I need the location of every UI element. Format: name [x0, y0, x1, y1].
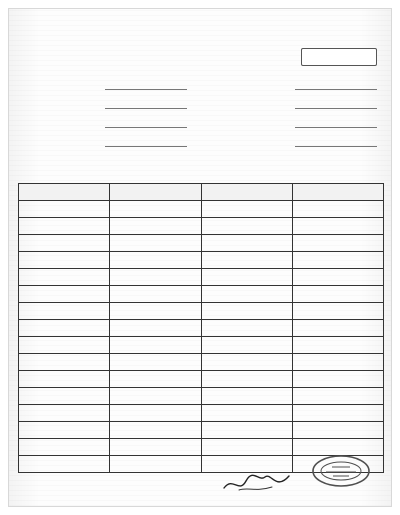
info-field: [209, 132, 381, 146]
table-cell: [201, 405, 292, 422]
table-cell: [292, 354, 383, 371]
table-cell: [19, 252, 110, 269]
table-row: [19, 303, 384, 320]
table-row: [19, 218, 384, 235]
table-cell: [110, 269, 201, 286]
info-field-line: [295, 89, 377, 90]
info-field-line: [105, 108, 187, 109]
table-cell: [201, 201, 292, 218]
table-header-cell: [19, 184, 110, 201]
info-field-line: [105, 127, 187, 128]
table-cell: [110, 354, 201, 371]
table-row: [19, 252, 384, 269]
table-cell: [292, 235, 383, 252]
table-cell: [201, 371, 292, 388]
table-row: [19, 354, 384, 371]
table-cell: [19, 218, 110, 235]
info-field: [19, 94, 194, 108]
table-cell: [110, 337, 201, 354]
table-cell: [201, 269, 292, 286]
table-cell: [292, 371, 383, 388]
signature-mark-icon: [221, 469, 293, 497]
table-cell: [201, 252, 292, 269]
table-cell: [292, 422, 383, 439]
stamp-icon: [309, 452, 373, 490]
table-cell: [292, 303, 383, 320]
table-cell: [19, 405, 110, 422]
info-field: [19, 113, 194, 127]
info-field: [19, 132, 194, 146]
document-title: [47, 25, 355, 43]
table-cell: [292, 320, 383, 337]
table-cell: [19, 269, 110, 286]
table-cell: [292, 337, 383, 354]
table-cell: [201, 337, 292, 354]
table-cell: [201, 235, 292, 252]
info-field: [209, 75, 381, 89]
table-cell: [19, 371, 110, 388]
lab-results-table-body: [19, 201, 384, 473]
table-cell: [292, 252, 383, 269]
table-cell: [201, 303, 292, 320]
info-field-line: [295, 146, 377, 147]
table-cell: [110, 405, 201, 422]
table-cell: [292, 269, 383, 286]
info-field: [209, 113, 381, 127]
table-row: [19, 269, 384, 286]
table-cell: [292, 286, 383, 303]
table-cell: [110, 388, 201, 405]
table-cell: [110, 320, 201, 337]
table-cell: [110, 252, 201, 269]
table-row: [19, 388, 384, 405]
table-cell: [292, 201, 383, 218]
table-cell: [201, 388, 292, 405]
table-cell: [19, 201, 110, 218]
table-cell: [292, 218, 383, 235]
table-row: [19, 371, 384, 388]
info-field: [19, 75, 194, 89]
table-row: [19, 337, 384, 354]
table-cell: [110, 201, 201, 218]
lab-results-table-head: [19, 184, 384, 201]
table-row: [19, 422, 384, 439]
table-cell: [292, 388, 383, 405]
info-field-line: [105, 146, 187, 147]
table-row: [19, 235, 384, 252]
table-cell: [19, 286, 110, 303]
patient-and-test-info: [19, 75, 383, 161]
table-cell: [19, 354, 110, 371]
info-field-line: [105, 89, 187, 90]
table-header-cell: [201, 184, 292, 201]
results-section-title: [19, 167, 169, 181]
table-row: [19, 201, 384, 218]
table-header-cell: [292, 184, 383, 201]
table-cell: [110, 235, 201, 252]
table-cell: [19, 337, 110, 354]
info-field-line: [295, 127, 377, 128]
table-cell: [110, 422, 201, 439]
table-cell: [201, 354, 292, 371]
scanned-document-page: [8, 8, 392, 507]
table-cell: [292, 405, 383, 422]
table-row: [19, 405, 384, 422]
document-status: [301, 48, 377, 66]
table-cell: [110, 286, 201, 303]
table-cell: [110, 218, 201, 235]
table-cell: [110, 371, 201, 388]
table-row: [19, 320, 384, 337]
table-cell: [19, 320, 110, 337]
table-cell: [201, 218, 292, 235]
table-row: [19, 286, 384, 303]
report-note: [21, 445, 321, 463]
table-cell: [110, 303, 201, 320]
info-field-line: [295, 108, 377, 109]
lab-results-table: [18, 183, 384, 473]
table-header-row: [19, 184, 384, 201]
table-cell: [201, 320, 292, 337]
info-field: [209, 94, 381, 108]
table-cell: [201, 286, 292, 303]
table-header-cell: [110, 184, 201, 201]
table-cell: [19, 303, 110, 320]
table-cell: [19, 388, 110, 405]
table-cell: [201, 422, 292, 439]
table-cell: [19, 422, 110, 439]
table-cell: [19, 235, 110, 252]
